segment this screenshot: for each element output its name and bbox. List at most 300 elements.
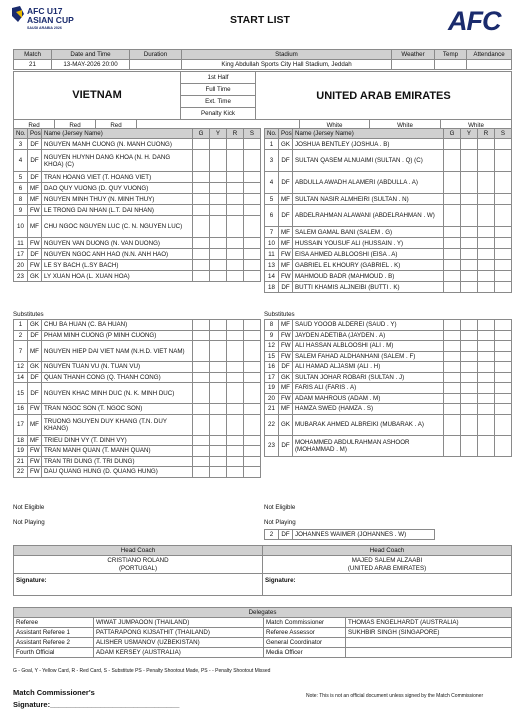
stat-cell: [461, 249, 478, 260]
column-header: Y: [461, 129, 478, 139]
home-team-name: VIETNAM: [14, 72, 181, 120]
away-not-playing-label: Not Playing: [264, 519, 296, 526]
stat-cell: [210, 456, 227, 467]
stat-cell: [244, 194, 261, 205]
stat-cell: [461, 139, 478, 150]
player-row: [265, 194, 512, 205]
player-position: FW: [279, 393, 293, 404]
match-commissioner-label: Match Commissioner's: [13, 688, 95, 697]
player-number: 6: [14, 183, 28, 194]
player-number: 23: [265, 435, 279, 456]
player-number: 15: [265, 351, 279, 362]
player-name: EISA AHMED ALBLOOSHI (EISA . A): [293, 249, 444, 260]
delegate-row: [14, 638, 512, 648]
stat-cell: [495, 414, 512, 435]
stat-cell: [227, 404, 244, 415]
stat-cell: [244, 216, 261, 238]
player-number: 19: [14, 446, 28, 457]
column-header: Name (Jersey Name): [42, 129, 193, 139]
stat-cell: [244, 467, 261, 478]
player-name: NGUYEN VAN DUONG (N. VAN DUONG): [42, 238, 193, 249]
player-number: 14: [265, 271, 279, 282]
stat-cell: [193, 216, 210, 238]
stat-cell: [461, 282, 478, 293]
stat-cell: [193, 238, 210, 249]
column-header: Name (Jersey Name): [293, 129, 444, 139]
stat-cell: [210, 446, 227, 457]
stat-cell: [227, 320, 244, 331]
stat-cell: [193, 362, 210, 373]
player-number: 17: [14, 249, 28, 260]
stat-cell: [227, 383, 244, 404]
player-number: 12: [14, 362, 28, 373]
disclaimer-note: Note: This is not an official document unless signed by the Match Commissioner: [306, 693, 484, 699]
player-name: HAMZA SWED (HAMZA . S): [293, 404, 444, 415]
stat-cell: [444, 341, 461, 352]
player-number: 15: [14, 383, 28, 404]
player-position: MF: [28, 183, 42, 194]
player-table-header: [14, 129, 261, 139]
player-position: FW: [279, 249, 293, 260]
stat-cell: [444, 139, 461, 150]
player-name: FARIS ALI (FARIS . A): [293, 383, 444, 394]
player-name: LE TRONG DAI NHAN (L.T. DAI NHAN): [42, 205, 193, 216]
player-name: ALI HAMAD ALJASMI (ALI . H): [293, 362, 444, 373]
player-position: MF: [28, 435, 42, 446]
delegate-name: ADAM KERSEY (AUSTRALIA): [94, 648, 264, 658]
player-row: [265, 150, 512, 172]
player-number: 10: [14, 216, 28, 238]
stat-cell: [227, 216, 244, 238]
stat-cell: [495, 282, 512, 293]
player-name: TRAN MANH QUAN (T. MANH QUAN): [42, 446, 193, 457]
player-row: [14, 194, 261, 205]
stat-cell: [478, 393, 495, 404]
stat-cell: [193, 372, 210, 383]
player-row: [14, 216, 261, 238]
player-number: 22: [14, 467, 28, 478]
delegate-name: WIWAT JUMPAOON (THAILAND): [94, 618, 264, 628]
home-not-playing-label: Not Playing: [13, 519, 45, 526]
stat-cell: [444, 194, 461, 205]
stat-cell: [478, 238, 495, 249]
stat-cell: [210, 467, 227, 478]
player-row: [265, 362, 512, 373]
column-header: S: [495, 129, 512, 139]
player-position: DF: [279, 205, 293, 227]
player-position: FW: [28, 260, 42, 271]
stat-cell: [461, 383, 478, 394]
player-name: DAU QUANG HUNG (D. QUANG HUNG): [42, 467, 193, 478]
player-position: DF: [28, 139, 42, 150]
stat-cell: [193, 467, 210, 478]
stat-cell: [227, 414, 244, 435]
stat-cell: [227, 249, 244, 260]
home-not-eligible-label: Not Eligible: [13, 504, 45, 511]
team-banner: [13, 71, 511, 131]
player-name: JAYDEN ADETIBA (JAYDEN . A): [293, 330, 444, 341]
commissioner-signature-line: Signature:_______________________________: [13, 700, 180, 709]
duration-header: Duration: [130, 50, 182, 60]
stat-cell: [461, 351, 478, 362]
stat-cell: [495, 227, 512, 238]
stat-cell: [495, 205, 512, 227]
logo-line-3: SAUDI ARABIA 2026: [27, 26, 62, 30]
stat-cell: [244, 330, 261, 341]
player-row: [14, 205, 261, 216]
logo-line-1: AFC U17: [27, 6, 63, 16]
player-number: 21: [14, 456, 28, 467]
home-substitutes-label: Substitutes: [13, 311, 44, 318]
stat-cell: [444, 238, 461, 249]
match-date: 13-MAY-2026 20:00: [52, 60, 130, 70]
stat-cell: [478, 341, 495, 352]
player-position: GK: [279, 372, 293, 383]
stat-cell: [227, 183, 244, 194]
stat-cell: [210, 330, 227, 341]
player-row: [265, 404, 512, 415]
delegate-role: Referee: [14, 618, 94, 628]
player-row: [265, 341, 512, 352]
stat-cell: [478, 414, 495, 435]
player-position: FW: [279, 330, 293, 341]
stat-cell: [193, 446, 210, 457]
stat-cell: [210, 414, 227, 435]
afc-logo-text: AFC: [448, 6, 501, 34]
player-name: TRUONG NGUYEN DUY KHANG (T.N. DUY KHANG): [42, 414, 193, 435]
stat-cell: [461, 320, 478, 331]
player-name: QUAN THANH CONG (Q. THANH CONG): [42, 372, 193, 383]
stat-cell: [478, 404, 495, 415]
stat-cell: [227, 194, 244, 205]
player-number: 17: [14, 414, 28, 435]
player-number: 18: [14, 435, 28, 446]
stat-cell: [444, 260, 461, 271]
column-header: R: [227, 129, 244, 139]
coaches-table: [13, 545, 511, 596]
stat-cell: [227, 446, 244, 457]
weather-header: Weather: [392, 50, 435, 60]
stat-cell: [244, 435, 261, 446]
delegate-role: Assistant Referee 2: [14, 638, 94, 648]
player-row: [265, 238, 512, 249]
stat-cell: [444, 282, 461, 293]
player-row: [265, 372, 512, 383]
home-coach-name: CRISTIANO ROLAND: [14, 556, 263, 565]
stat-cell: [461, 393, 478, 404]
player-name: TRAN HOANG VIET (T. HOANG VIET): [42, 172, 193, 183]
player-row: [14, 456, 261, 467]
delegate-name: [346, 648, 512, 658]
stat-cell: [495, 271, 512, 282]
stat-cell: [461, 435, 478, 456]
afc-logo: [446, 4, 514, 34]
player-position: FW: [28, 446, 42, 457]
stat-cell: [244, 238, 261, 249]
player-position: GK: [279, 414, 293, 435]
player-number: 7: [265, 227, 279, 238]
stat-cell: [444, 227, 461, 238]
delegate-name: THOMAS ENGELHARDT (AUSTRALIA): [346, 618, 512, 628]
stat-cell: [227, 238, 244, 249]
stat-cell: [244, 260, 261, 271]
stat-cell: [495, 139, 512, 150]
stat-cell: [461, 227, 478, 238]
stat-cell: [444, 351, 461, 362]
player-number: 5: [14, 172, 28, 183]
stat-cell: [210, 194, 227, 205]
player-row: [14, 372, 261, 383]
stat-cell: [193, 150, 210, 172]
player-number: 22: [265, 414, 279, 435]
stat-cell: [244, 341, 261, 362]
player-position: FW: [28, 467, 42, 478]
stat-cell: [461, 172, 478, 194]
stat-cell: [193, 456, 210, 467]
player-row: [14, 446, 261, 457]
player-name: NGUYEN MINH THUY (N. MINH THUY): [42, 194, 193, 205]
stat-cell: [193, 139, 210, 150]
player-row: [265, 271, 512, 282]
stat-cell: [478, 383, 495, 394]
player-name: GABRIEL EL KHOURY (GABRIEL . K): [293, 260, 444, 271]
away-substitutes-label: Substitutes: [264, 311, 295, 318]
player-position: DF: [28, 372, 42, 383]
stat-cell: [444, 435, 461, 456]
stat-cell: [227, 341, 244, 362]
stat-cell: [244, 456, 261, 467]
player-number: 9: [14, 205, 28, 216]
date-header: Date and Time: [52, 50, 130, 60]
logo-line-2: ASIAN CUP: [27, 15, 74, 25]
player-row: [14, 330, 261, 341]
stat-cell: [244, 372, 261, 383]
player-name: MAHMOUD BADR (MAHMOUD . B): [293, 271, 444, 282]
player-number: 8: [265, 320, 279, 331]
stat-cell: [227, 205, 244, 216]
stat-cell: [444, 383, 461, 394]
player-position: MF: [279, 260, 293, 271]
stat-cell: [227, 330, 244, 341]
stat-cell: [227, 372, 244, 383]
stat-cell: [444, 249, 461, 260]
stat-cell: [461, 205, 478, 227]
player-row: [14, 150, 261, 172]
player-position: MF: [279, 194, 293, 205]
player-position: MF: [279, 320, 293, 331]
stat-cell: [444, 172, 461, 194]
stat-cell: [210, 404, 227, 415]
player-row: [265, 383, 512, 394]
stat-cell: [444, 205, 461, 227]
player-number: 17: [265, 372, 279, 383]
stat-cell: [495, 362, 512, 373]
stat-cell: [244, 320, 261, 331]
player-row: [265, 282, 512, 293]
player-position: DF: [279, 435, 293, 456]
delegate-name: ALISHER USMANOV (UZBEKISTAN): [94, 638, 264, 648]
match-info: [13, 49, 511, 70]
delegates-table: [13, 607, 511, 658]
delegate-row: [14, 648, 512, 658]
away-coach-country: (UNITED ARAB EMIRATES): [263, 565, 512, 574]
player-row: [14, 139, 261, 150]
column-header: S: [244, 129, 261, 139]
home-starters-table: [13, 128, 260, 282]
match-weather: [392, 60, 435, 70]
stat-cell: [227, 435, 244, 446]
player-position: FW: [279, 341, 293, 352]
stat-cell: [210, 205, 227, 216]
stat-cell: [478, 249, 495, 260]
column-header: Pos: [28, 129, 42, 139]
stat-cell: [444, 150, 461, 172]
stat-cell: [444, 404, 461, 415]
stat-cell: [193, 404, 210, 415]
player-name: DAO QUY VUONG (D. QUY VUONG): [42, 183, 193, 194]
player-number: 3: [14, 139, 28, 150]
attendance-header: Attendance: [467, 50, 512, 60]
stat-cell: [244, 404, 261, 415]
player-name: MOHAMMED ABDULRAHMAN ASHOOR (MOHAMMAD . M): [293, 435, 444, 456]
stat-cell: [444, 330, 461, 341]
player-number: 14: [14, 372, 28, 383]
player-row: [14, 404, 261, 415]
stat-cell: [444, 362, 461, 373]
stat-cell: [244, 150, 261, 172]
player-position: FW: [279, 271, 293, 282]
player-number: 1: [265, 139, 279, 150]
match-duration: [130, 60, 182, 70]
player-name: BUTTI KHAMIS ALJNEIBI (BUTTI . K): [293, 282, 444, 293]
home-head-coach-header: Head Coach: [14, 546, 263, 556]
player-number: 16: [14, 404, 28, 415]
stat-cell: [495, 260, 512, 271]
player-number: 7: [14, 341, 28, 362]
stat-cell: [227, 150, 244, 172]
player-row: [265, 351, 512, 362]
stat-cell: [478, 205, 495, 227]
player-name: ADAM MAHROUS (ADAM . M): [293, 393, 444, 404]
player-number: 11: [265, 249, 279, 260]
match-stadium: King Abdullah Sports City Hall Stadium, Jeddah: [182, 60, 392, 70]
player-number: 19: [265, 383, 279, 394]
player-position: DF: [28, 249, 42, 260]
player-number: 20: [265, 393, 279, 404]
stat-cell: [244, 383, 261, 404]
stat-cell: [193, 271, 210, 282]
player-name: ABDULLA AWADH ALAMERI (ABDULLA . A): [293, 172, 444, 194]
player-row: [14, 238, 261, 249]
player-name: TRAN NGOC SON (T. NGOC SON): [42, 404, 193, 415]
player-number: 1: [14, 320, 28, 331]
home-subs-table: [13, 319, 260, 478]
stat-cell: [193, 435, 210, 446]
stat-cell: [461, 271, 478, 282]
player-position: FW: [279, 351, 293, 362]
stat-cell: [193, 183, 210, 194]
player-position: MF: [28, 414, 42, 435]
stat-cell: [210, 249, 227, 260]
delegate-name: [346, 638, 512, 648]
stat-cell: [227, 362, 244, 373]
player-number: 2: [14, 330, 28, 341]
stadium-header: Stadium: [182, 50, 392, 60]
player-number: 5: [265, 194, 279, 205]
stat-cell: [193, 260, 210, 271]
match-number: 21: [14, 60, 52, 70]
player-position: FW: [28, 205, 42, 216]
stat-cell: [495, 320, 512, 331]
stat-cell: [244, 139, 261, 150]
player-row: [14, 320, 261, 331]
stat-cell: [210, 320, 227, 331]
player-name: MUBARAK AHMED ALBREIKI (MUBARAK . A): [293, 414, 444, 435]
stat-cell: [478, 227, 495, 238]
player-name: SALEM FAHAD ALDHANHANI (SALEM . F): [293, 351, 444, 362]
stat-cell: [210, 362, 227, 373]
player-name: LY XUAN HOA (L. XUAN HOA): [42, 271, 193, 282]
stat-cell: [210, 260, 227, 271]
stat-cell: [210, 435, 227, 446]
stat-cell: [210, 216, 227, 238]
away-coach-name: MAJED SALEM ALZAABI: [263, 556, 512, 565]
stat-cell: [461, 404, 478, 415]
player-number: 3: [265, 150, 279, 172]
player-name: SALEM GAMAL BANI (SALEM . G): [293, 227, 444, 238]
player-name: SAUD YOOOB ALDEREI (SAUD . Y): [293, 320, 444, 331]
player-name: ALI HASSAN ALBLOOSHI (ALI . M): [293, 341, 444, 352]
stat-cell: [210, 150, 227, 172]
column-header: R: [478, 129, 495, 139]
delegate-role: Match Commissioner: [264, 618, 346, 628]
player-row: [14, 383, 261, 404]
player-name: NGUYEN TUAN VU (N. TUAN VU): [42, 362, 193, 373]
stat-cell: [210, 271, 227, 282]
stat-cell: [461, 372, 478, 383]
player-name: NGUYEN NGOC ANH HAO (N.N. ANH HAO): [42, 249, 193, 260]
delegate-role: Assistant Referee 1: [14, 628, 94, 638]
stat-cell: [461, 341, 478, 352]
stat-cell: [193, 320, 210, 331]
away-signature: Signature:: [263, 574, 512, 596]
stat-cell: [210, 341, 227, 362]
stat-cell: [244, 446, 261, 457]
home-kit-shirt: Red: [14, 120, 55, 131]
player-number: 9: [265, 330, 279, 341]
period-ext-time: Ext. Time: [181, 96, 256, 108]
stat-cell: [193, 383, 210, 404]
player-number: 6: [265, 205, 279, 227]
stat-cell: [478, 150, 495, 172]
player-name: NGUYEN KHAC MINH DUC (N. K. MINH DUC): [42, 383, 193, 404]
player-name: NGUYEN HUYNH DANG KHOA (N. H. DANG KHOA) (C): [42, 150, 193, 172]
stat-cell: [478, 194, 495, 205]
delegates-header: Delegates: [14, 608, 512, 618]
stat-cell: [478, 320, 495, 331]
stat-cell: [495, 330, 512, 341]
player-number: 21: [265, 404, 279, 415]
home-kit-shorts: Red: [55, 120, 96, 131]
stat-cell: [193, 330, 210, 341]
player-position: DF: [279, 150, 293, 172]
stat-cell: [210, 172, 227, 183]
home-kit-socks: Red: [96, 120, 137, 131]
player-row: [265, 139, 512, 150]
stat-cell: [244, 414, 261, 435]
temp-header: Temp: [435, 50, 467, 60]
player-row: [265, 320, 512, 331]
